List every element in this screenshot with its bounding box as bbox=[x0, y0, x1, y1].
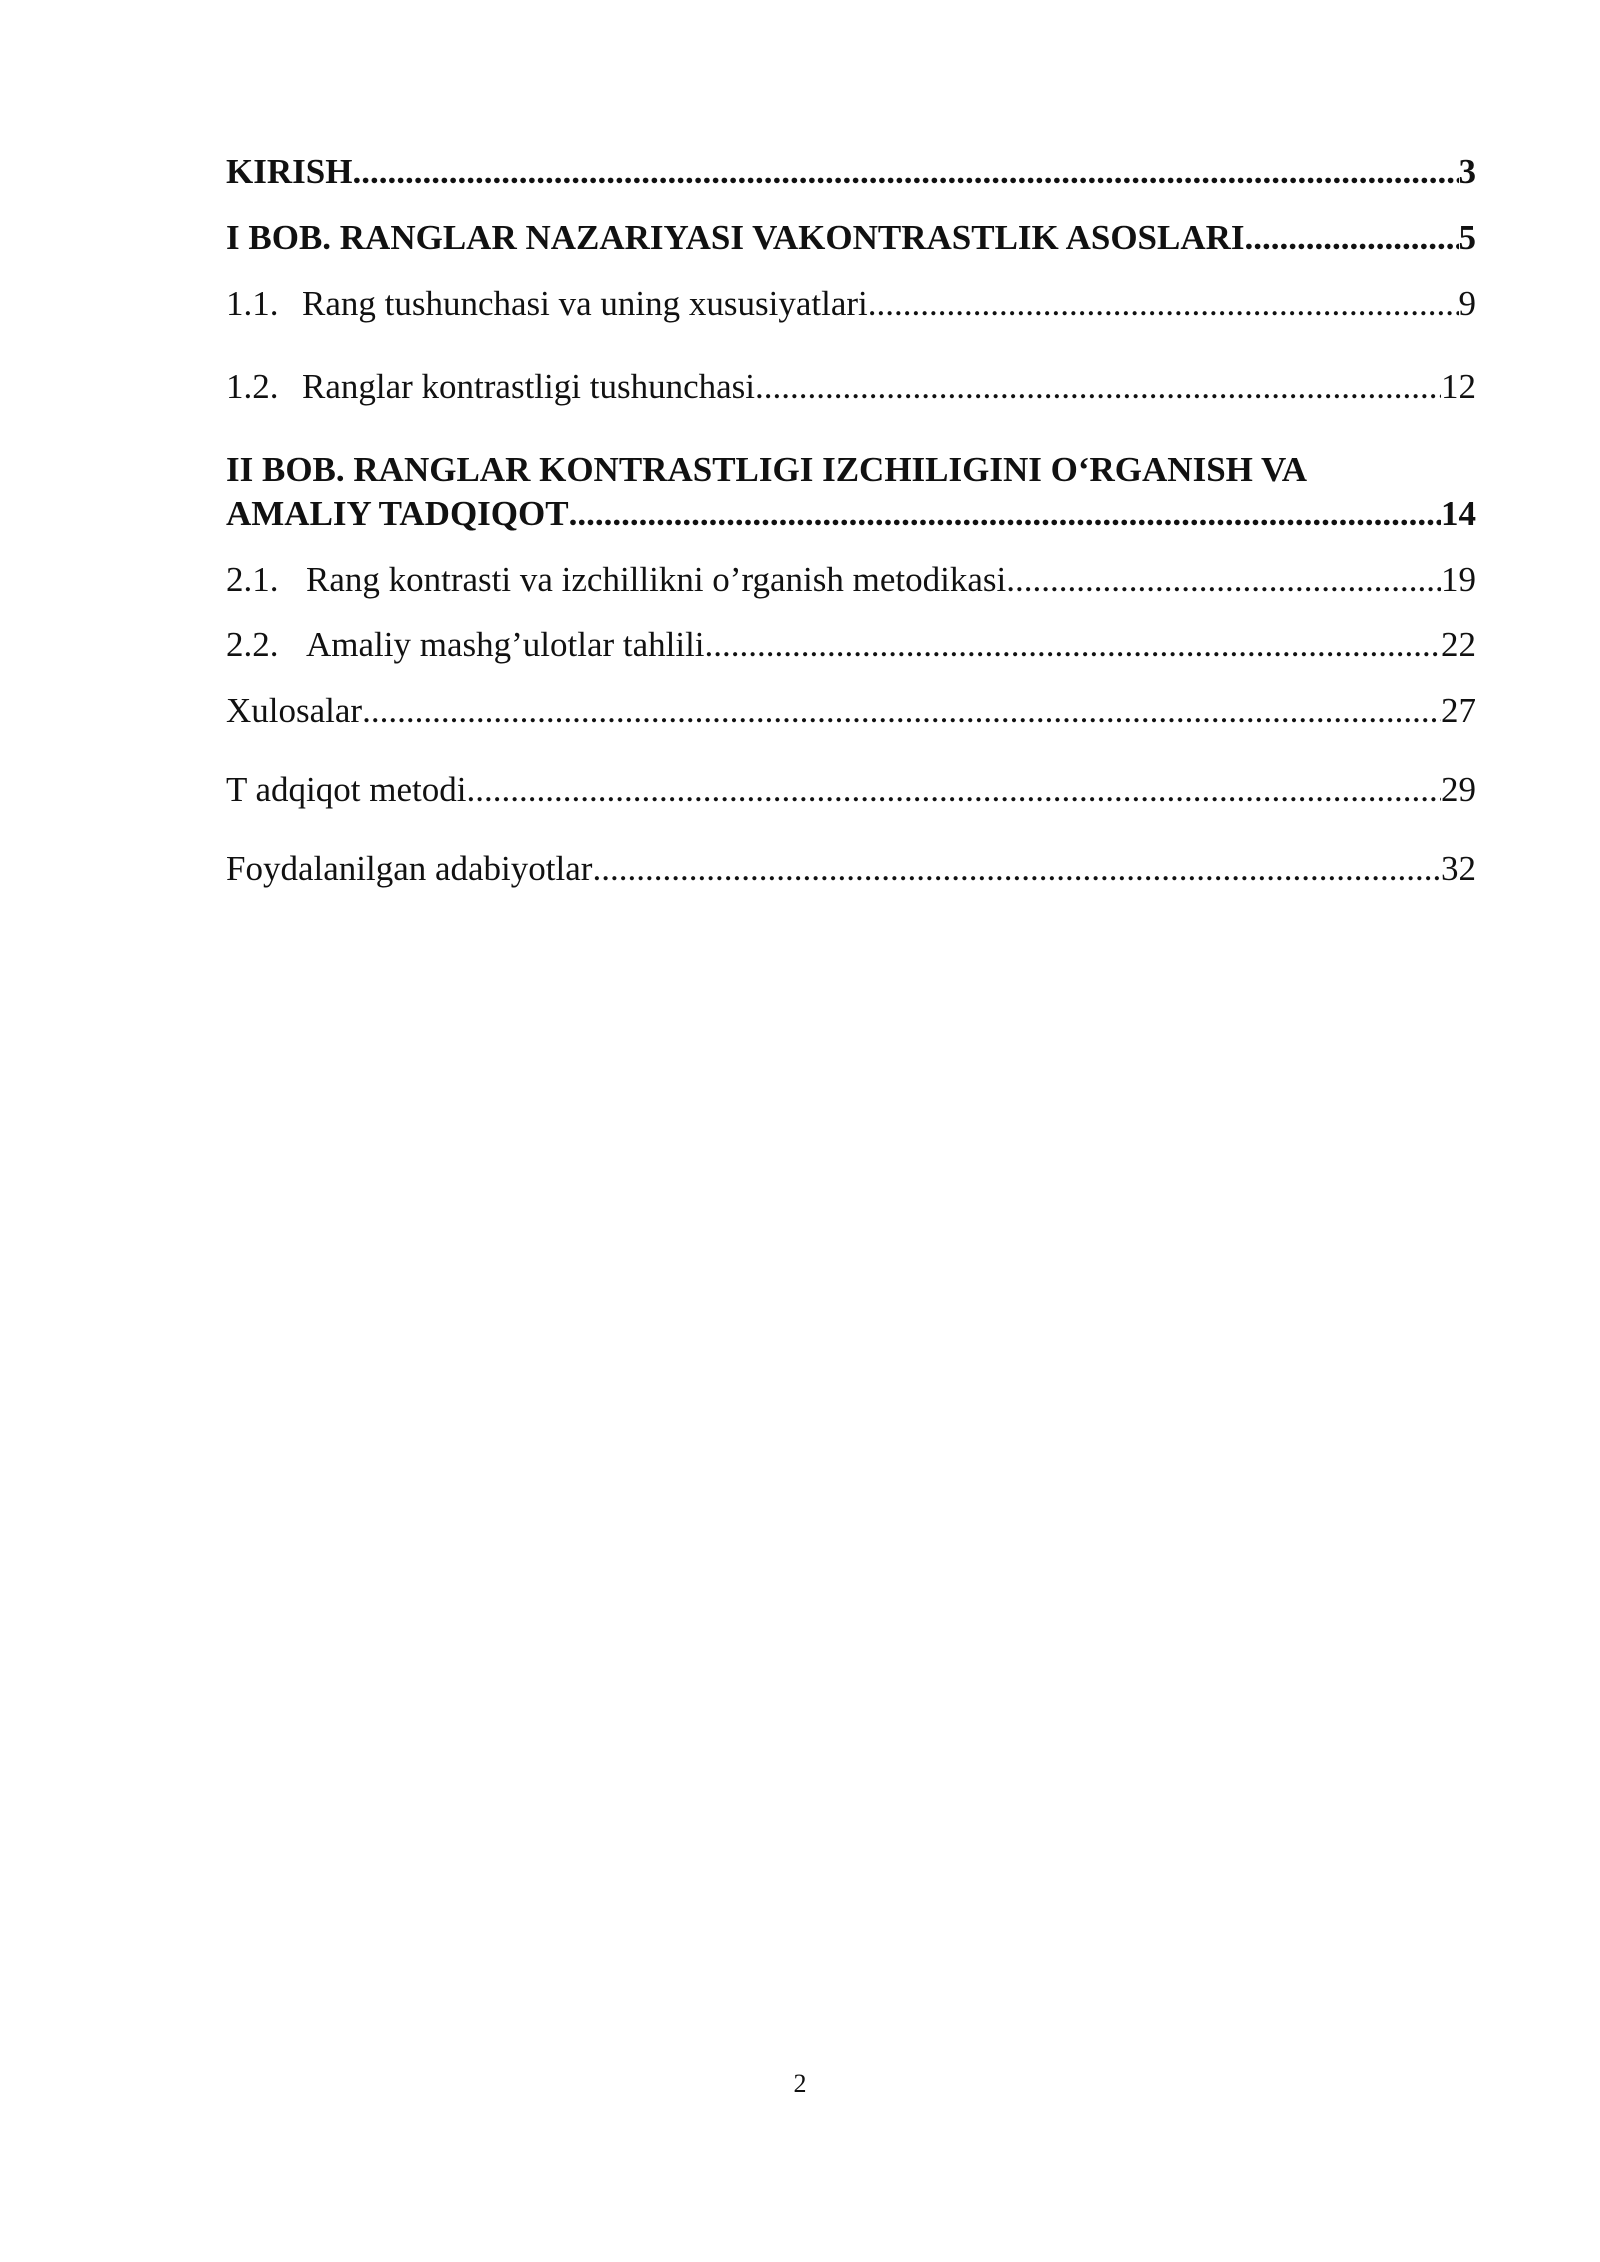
toc-page-number: 19 bbox=[1441, 560, 1476, 599]
toc-section-number: 1.1. bbox=[226, 284, 279, 323]
toc-dot-leader bbox=[466, 768, 1441, 812]
toc-dot-leader bbox=[569, 492, 1441, 536]
toc-entry-title: Rang tushunchasi va uning xususiyatlari bbox=[302, 284, 868, 323]
toc-entry-title: Foydalanilgan adabiyotlar bbox=[226, 849, 593, 888]
toc-entry-title: Xulosalar bbox=[226, 691, 363, 730]
toc-dot-leader bbox=[1006, 558, 1441, 602]
toc-entry-section-2-2[interactable] bbox=[226, 623, 1476, 667]
toc-entry-section-1-2[interactable] bbox=[226, 365, 1476, 409]
toc-entry-title: Rang kontrasti va izchillikni o’rganish metodikasi bbox=[306, 560, 1007, 599]
toc-entry-chapter-2[interactable] bbox=[226, 448, 1476, 536]
toc-entry-tadqiqot-metodi[interactable] bbox=[226, 768, 1476, 812]
toc-entry-title-line-1: II BOB. RANGLAR KONTRASTLIGI IZCHILIGINI O‘RGANISH VA bbox=[226, 450, 1308, 489]
toc-entry-xulosalar[interactable] bbox=[226, 689, 1476, 733]
toc-entry-adabiyotlar[interactable] bbox=[226, 847, 1476, 891]
toc-page-number: 27 bbox=[1441, 691, 1476, 730]
toc-section-number: 1.2. bbox=[226, 367, 279, 406]
toc-entry-kirish[interactable] bbox=[226, 150, 1476, 194]
toc-page-number: 22 bbox=[1441, 625, 1476, 664]
toc-dot-leader bbox=[362, 689, 1441, 733]
toc-dot-leader bbox=[868, 282, 1459, 326]
page-number: 2 bbox=[793, 2069, 807, 2098]
toc-entry-title: T adqiqot metodi bbox=[226, 770, 467, 809]
toc-page-number: 29 bbox=[1441, 770, 1476, 809]
toc-entry-title-line-2: AMALIY TADQIQOT bbox=[226, 494, 569, 533]
toc-entry-title: KIRISH bbox=[226, 152, 353, 191]
toc-page-number: 9 bbox=[1458, 284, 1476, 323]
toc-entry-title: Amaliy mashg’ulotlar tahlili bbox=[306, 625, 705, 664]
toc-page-number: 12 bbox=[1441, 367, 1476, 406]
toc-entry-section-2-1[interactable] bbox=[226, 558, 1476, 602]
toc-dot-leader bbox=[352, 150, 1458, 194]
toc-entry-chapter-1[interactable] bbox=[226, 216, 1476, 260]
toc-section-number: 2.1. bbox=[226, 560, 279, 599]
toc-page-number: 32 bbox=[1441, 849, 1476, 888]
toc-dot-leader bbox=[705, 623, 1441, 667]
toc-section-number: 2.2. bbox=[226, 625, 279, 664]
toc-entry-section-1-1[interactable] bbox=[226, 282, 1476, 326]
toc-dot-leader bbox=[1245, 216, 1459, 260]
toc-page-number: 3 bbox=[1458, 152, 1476, 191]
toc-dot-leader bbox=[592, 847, 1441, 891]
toc-dot-leader bbox=[755, 365, 1441, 409]
toc-page-number: 14 bbox=[1441, 494, 1476, 533]
toc-entry-title: Ranglar kontrastligi tushunchasi bbox=[302, 367, 755, 406]
toc-entry-title: I BOB. RANGLAR NAZARIYASI VAKONTRASTLIK ASOSLARI bbox=[226, 218, 1245, 257]
toc-page-number: 5 bbox=[1458, 218, 1476, 257]
